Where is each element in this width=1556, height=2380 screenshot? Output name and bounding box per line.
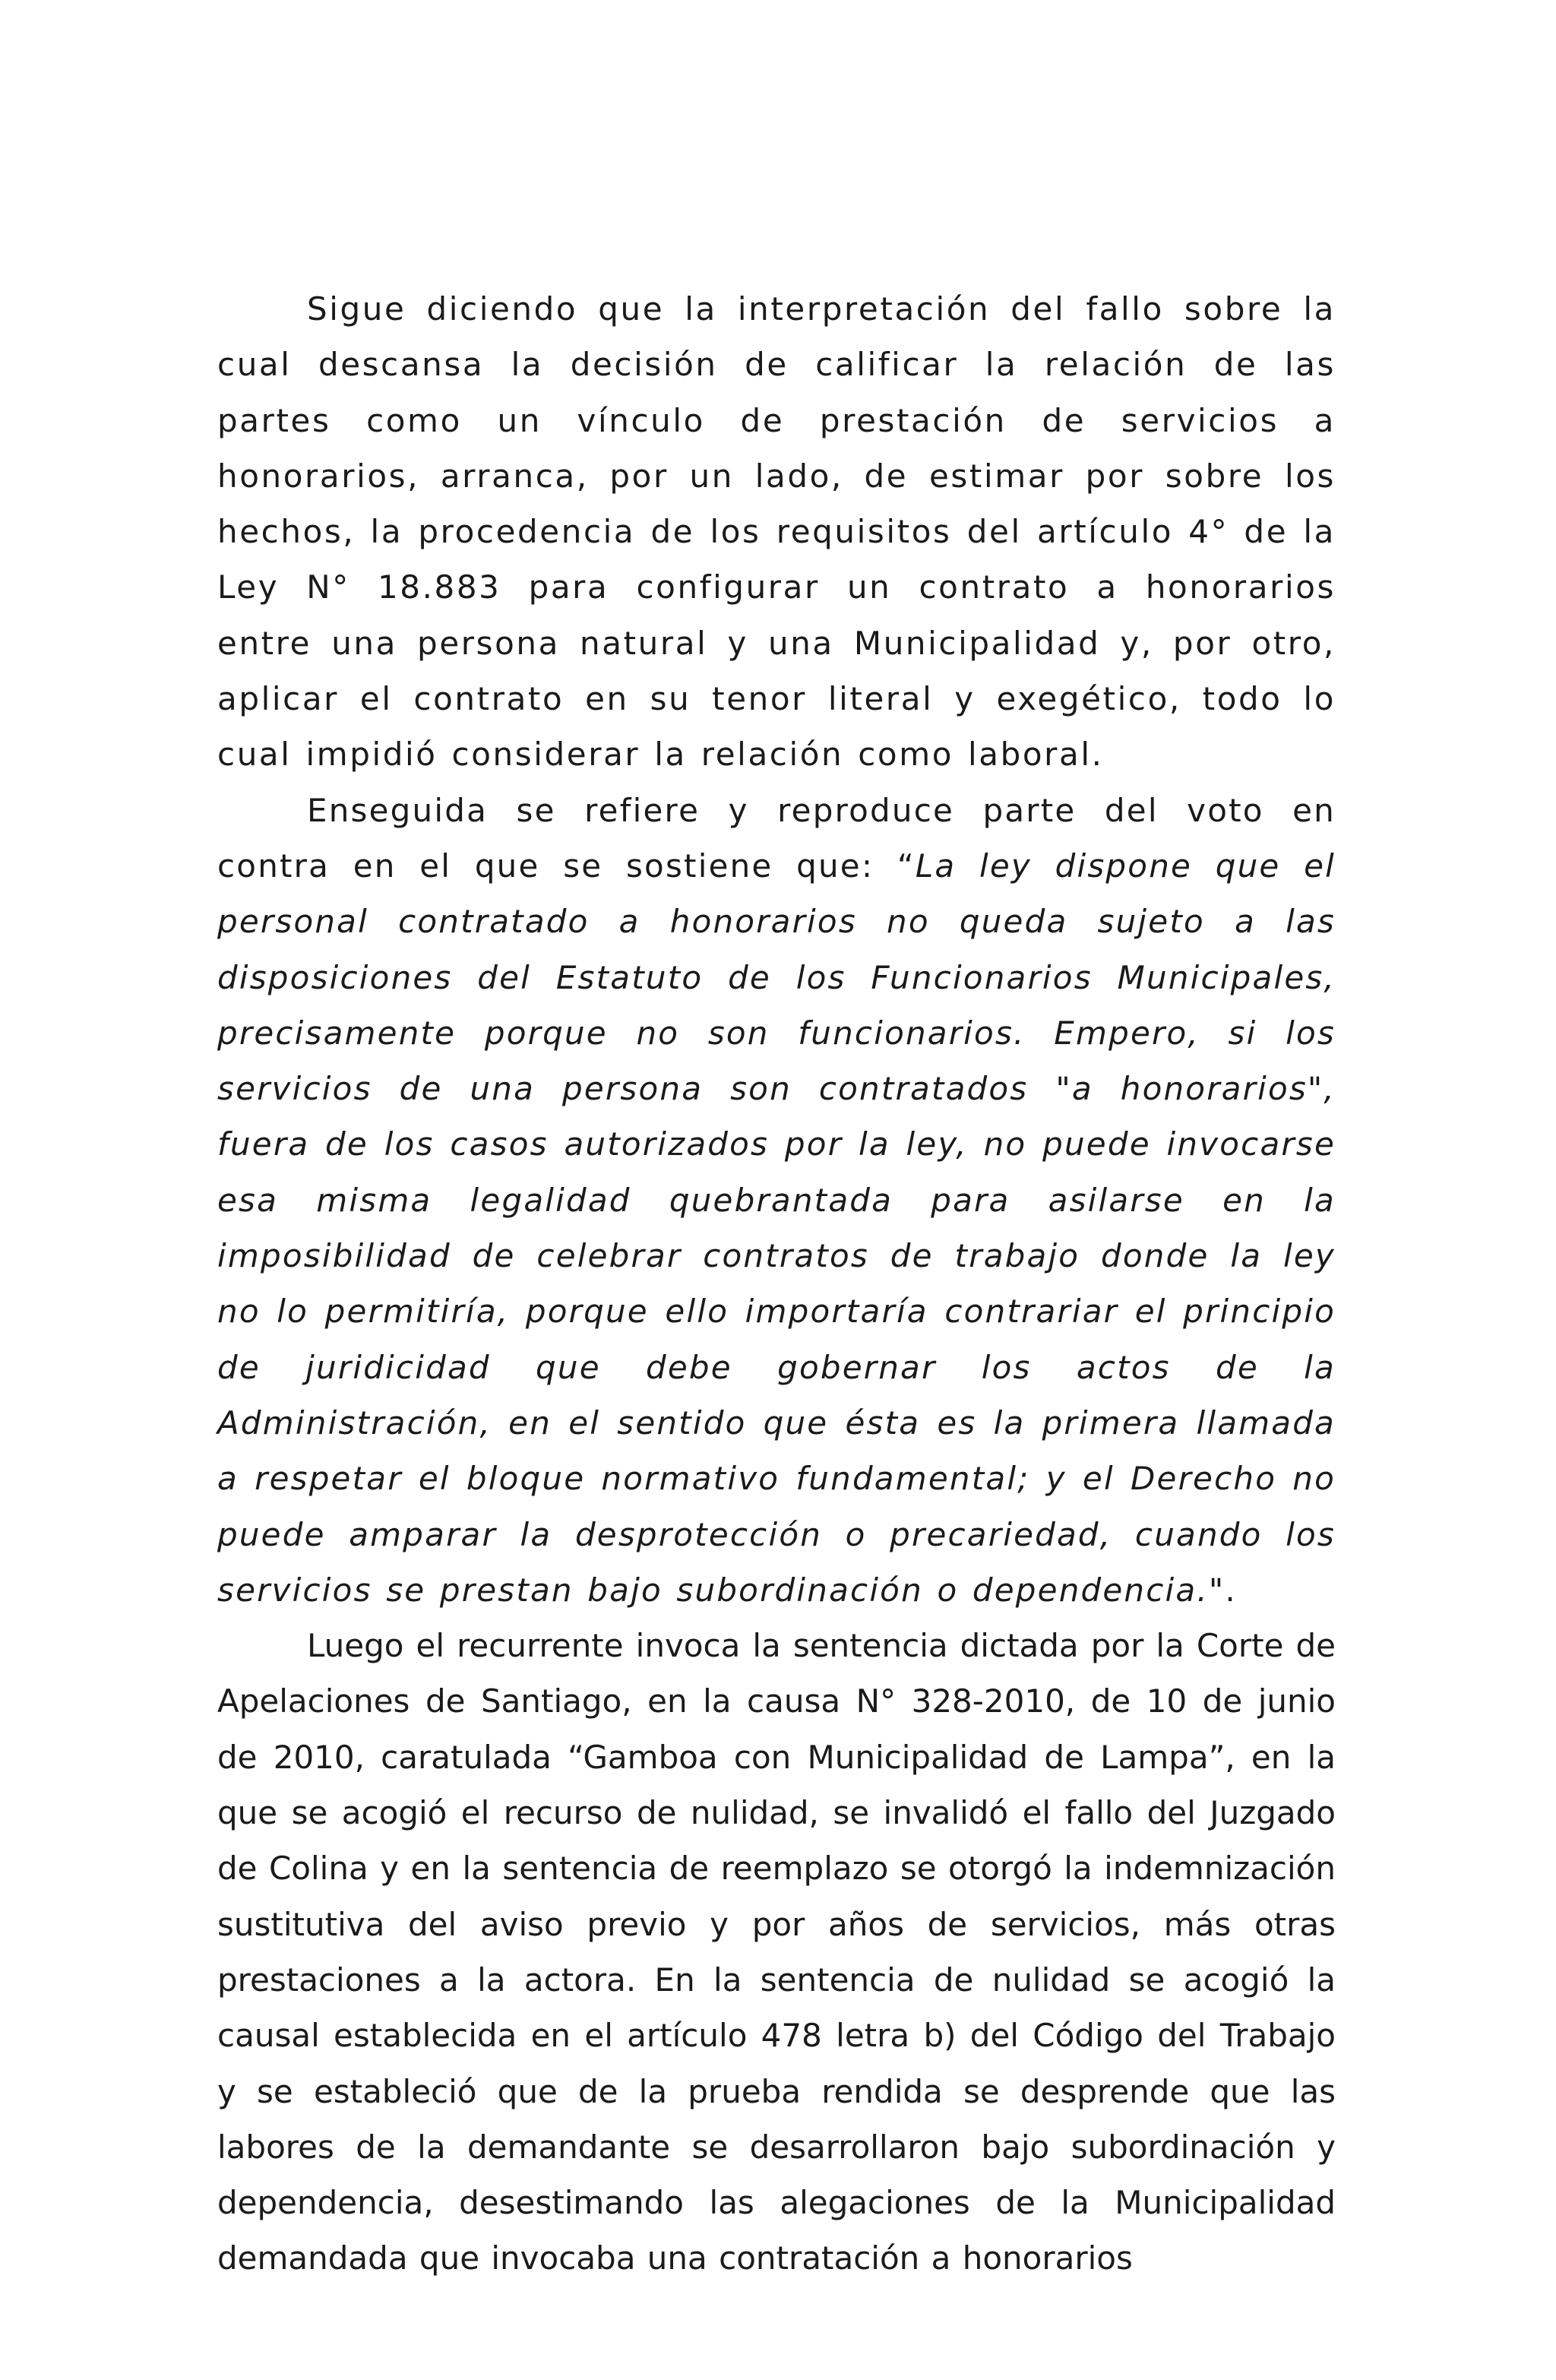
paragraph-2-end: ". — [1208, 1571, 1237, 1609]
document-page — [217, 281, 1336, 2287]
paragraph-2-quote: La ley dispone que el personal contratado a honorarios no queda sujeto a las disposiciones del Estatuto de los Funcionarios Municipales, precisamente porque no son funcionarios. Empero, si los servicios de una persona son contratados "a honorarios", fuera de los casos autorizados por la ley, no puede invocarse esa misma legalidad quebrantada para asilarse en la imposibilidad de celebrar contratos de trabajo donde la ley no lo permitiría, porque ello importaría contrariar el principio de juridicidad que debe gobernar los actos de la Administración, en el sentido que ésta es la primera llamada a respetar el bloque normativo fundamental; y el Derecho no puede amparar la desprotección o precariedad, cuando los servicios se prestan bajo subordinación o dependencia. — [217, 847, 1336, 1609]
paragraph-1: Sigue diciendo que la interpretación del fallo sobre la cual descansa la decisión de calificar la relación de las partes como un vínculo de prestación de servicios a honorarios, arranca, por un lado, de estimar por sobre los hechos, la procedencia de los requisitos del artículo 4° de la Ley N° 18.883 para configurar un contrato a honorarios entre una persona natural y una Municipalidad y, por otro, aplicar el contrato en su tenor literal y exegético, todo lo cual impidió considerar la relación como laboral. — [217, 290, 1336, 774]
paragraph-2-intro: Enseguida se refiere y reproduce parte del voto en contra en el que se sostiene que: “ — [217, 791, 1336, 885]
paragraph-2 — [217, 783, 1336, 1618]
paragraph-3: Luego el recurrente invoca la sentencia dictada por la Corte de Apelaciones de Santiago, en la causa N° 328-2010, de 10 de junio de 2010, caratulada “Gamboa con Municipalidad de Lampa”, en la que se acogió el recurso de nulidad, se invalidó el fallo del Juzgado de Colina y en la sentencia de reemplazo se otorgó la indemnización sustitutiva del aviso previo y por años de servicios, más otras prestaciones a la actora. En la sentencia de nulidad se acogió la causal establecida en el artículo 478 letra b) del Código del Trabajo y se estableció que de la prueba rendida se desprende que las labores de la demandante se desarrollaron bajo subordinación y dependencia, desestimando las alegaciones de la Municipalidad demandada que invocaba una contratación a honorarios — [217, 1627, 1336, 2277]
